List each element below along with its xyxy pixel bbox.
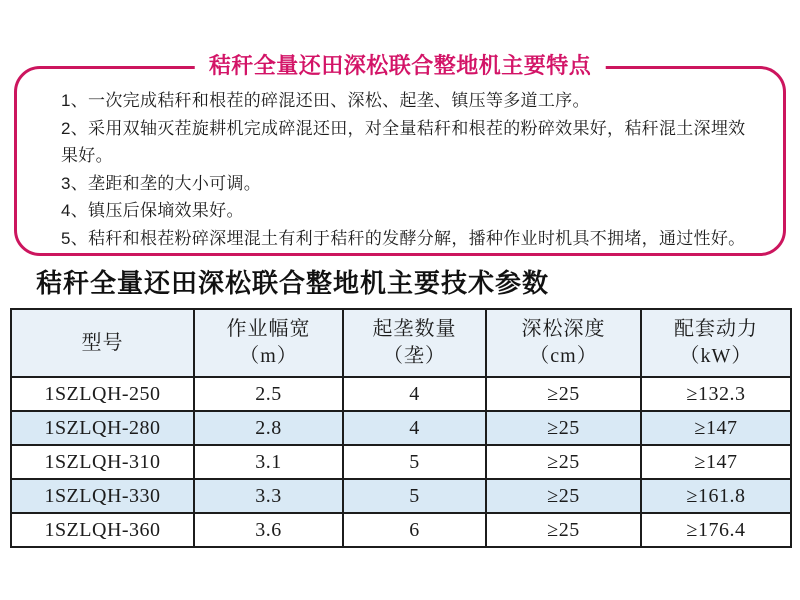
features-box-title: 秸秆全量还田深松联合整地机主要特点 — [195, 50, 606, 82]
features-list — [17, 69, 783, 252]
cell-subsoil-depth: ≥25 — [486, 513, 641, 547]
table-row — [11, 445, 791, 479]
header-label: 配套动力 — [674, 318, 758, 340]
header-cell-model — [11, 309, 194, 377]
feature-item-5: 5、秸秆和根茬粉碎深埋混土有利于秸秆的发酵分解，播种作业时机具不拥堵，通过性好。 — [61, 228, 746, 248]
cell-working-width: 3.6 — [194, 513, 343, 547]
feature-item-1: 1、一次完成秸秆和根茬的碎混还田、深松、起垄、镇压等多道工序。 — [61, 91, 590, 110]
table-row — [11, 411, 791, 445]
cell-working-width: 3.1 — [194, 445, 343, 479]
cell-matching-power: ≥147 — [641, 445, 791, 479]
cell-ridge-count: 6 — [343, 513, 486, 547]
header-label: 作业幅宽 — [226, 318, 311, 340]
header-label: 型号 — [81, 331, 124, 354]
feature-item-3: 3、垄距和垄的大小可调。 — [61, 173, 262, 193]
features-box — [14, 53, 786, 256]
cell-model: 1SZLQH-360 — [11, 513, 194, 547]
table-row — [11, 377, 791, 411]
cell-ridge-count: 5 — [343, 445, 486, 479]
cell-model: 1SZLQH-280 — [11, 411, 194, 445]
header-cell-working-width — [194, 309, 343, 377]
cell-ridge-count: 4 — [343, 377, 486, 411]
cell-model: 1SZLQH-310 — [11, 445, 194, 479]
table-row — [11, 513, 791, 547]
header-label: 起垄数量 — [372, 318, 457, 340]
feature-item-4: 4、镇压后保墒效果好。 — [61, 201, 244, 220]
header-cell-subsoil-depth — [486, 309, 641, 377]
cell-matching-power: ≥132.3 — [641, 377, 791, 411]
cell-matching-power: ≥147 — [641, 411, 791, 445]
cell-working-width: 2.5 — [194, 377, 343, 411]
cell-subsoil-depth: ≥25 — [486, 377, 641, 411]
header-cell-ridge-count — [343, 309, 486, 377]
header-unit: （kW） — [679, 345, 753, 367]
cell-working-width: 2.8 — [194, 411, 343, 445]
feature-item-2: 2、采用双轴灭茬旋耕机完成碎混还田，对全量秸秆和根茬的粉碎效果好，秸秆混土深埋效果好。 — [61, 118, 746, 165]
cell-subsoil-depth: ≥25 — [486, 411, 641, 445]
cell-subsoil-depth: ≥25 — [486, 445, 641, 479]
cell-model: 1SZLQH-330 — [11, 479, 194, 513]
specs-table — [10, 308, 792, 548]
table-row — [11, 479, 791, 513]
cell-ridge-count: 4 — [343, 411, 486, 445]
header-unit: （cm） — [529, 345, 598, 367]
cell-ridge-count: 5 — [343, 479, 486, 513]
cell-working-width: 3.3 — [194, 479, 343, 513]
specs-heading: 秸秆全量还田深松联合整地机主要技术参数 — [36, 269, 550, 298]
cell-model: 1SZLQH-250 — [11, 377, 194, 411]
table-header-row — [11, 309, 791, 377]
header-unit: （垄） — [383, 345, 446, 367]
cell-matching-power: ≥161.8 — [641, 479, 791, 513]
header-cell-matching-power — [641, 309, 791, 377]
cell-subsoil-depth: ≥25 — [486, 479, 641, 513]
cell-matching-power: ≥176.4 — [641, 513, 791, 547]
header-unit: （m） — [239, 345, 298, 367]
header-label: 深松深度 — [521, 318, 606, 340]
